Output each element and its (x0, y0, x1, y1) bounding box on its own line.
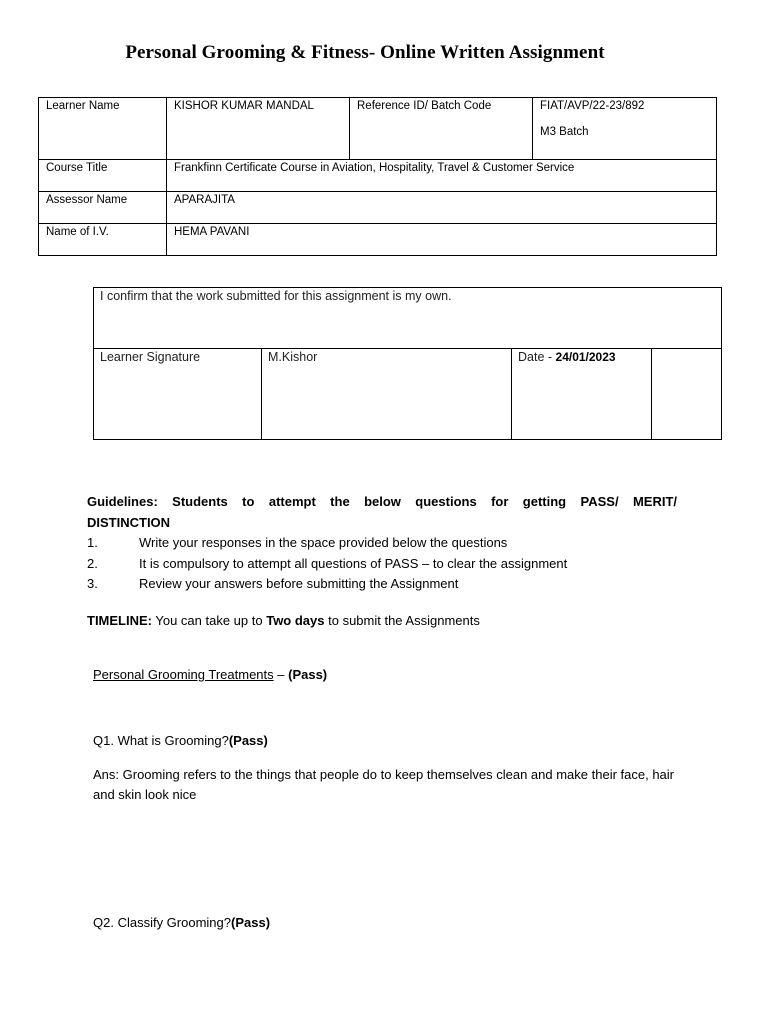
question-2 (93, 915, 683, 930)
guideline-item (87, 533, 677, 554)
guidelines (87, 492, 677, 595)
assessor-value: APARAJITA (167, 192, 717, 224)
date-cell (512, 349, 652, 440)
reference-id-value: FIAT/AVP/22-23/892 (540, 100, 645, 112)
question-level: (Pass) (231, 915, 271, 930)
guideline-text: Review your answers before submitting the Assignment (139, 576, 459, 591)
course-title-value: Frankfinn Certificate Course in Aviation, Hospitality, Travel & Customer Service (167, 160, 717, 192)
iv-value: HEMA PAVANI (167, 224, 717, 256)
reference-label: Reference ID/ Batch Code (350, 98, 533, 160)
batch-value: M3 Batch (540, 126, 589, 138)
question-text: Q2. Classify Grooming? (93, 915, 231, 930)
guideline-text: It is compulsory to attempt all questions of PASS – to clear the assignment (139, 555, 568, 571)
confirmation-table (93, 287, 722, 440)
course-title-label: Course Title (39, 160, 167, 192)
timeline-pre: You can take up to (152, 613, 267, 628)
signature-value: M.Kishor (262, 349, 512, 440)
date-value: 24/01/2023 (555, 350, 616, 364)
section-dash: – (273, 667, 289, 682)
empty-cell (652, 349, 722, 440)
guideline-item (87, 574, 677, 595)
reference-cell (533, 98, 717, 160)
page-title: Personal Grooming & Fitness- Online Written Assignment (125, 42, 605, 63)
learner-name-value: KISHOR KUMAR MANDAL (167, 98, 350, 160)
timeline-label: TIMELINE: (87, 613, 152, 628)
guidelines-heading-cont: DISTINCTION (87, 514, 171, 530)
timeline-emph: Two days (266, 613, 325, 628)
guideline-number: 1. (87, 535, 98, 550)
learner-info-table (38, 97, 717, 256)
question-level: (Pass) (228, 733, 268, 748)
question-text: Q1. What is Grooming? (93, 733, 229, 748)
timeline (87, 613, 677, 628)
question-1 (93, 733, 683, 748)
date-label: Date - (518, 350, 556, 364)
answer-1: Ans: Grooming refers to the things that people do to keep themselves clean and make their face, hair and skin look nice (93, 767, 674, 802)
signature-label: Learner Signature (94, 349, 262, 440)
section-title: Personal Grooming Treatments (93, 667, 274, 682)
section-heading (93, 667, 683, 682)
assessor-label: Assessor Name (39, 192, 167, 224)
guideline-item (87, 554, 677, 575)
guideline-text: Write your responses in the space provided below the questions (139, 535, 508, 550)
timeline-post: to submit the Assignments (324, 613, 480, 628)
section-level: (Pass) (288, 667, 328, 682)
iv-label: Name of I.V. (39, 224, 167, 256)
confirmation-statement: I confirm that the work submitted for this assignment is my own. (94, 288, 722, 349)
guideline-number: 2. (87, 555, 98, 571)
guidelines-heading: Guidelines: Students to attempt the below questions for getting PASS/ MERIT/ (87, 494, 677, 509)
learner-name-label: Learner Name (39, 98, 167, 160)
guideline-number: 3. (87, 576, 98, 591)
